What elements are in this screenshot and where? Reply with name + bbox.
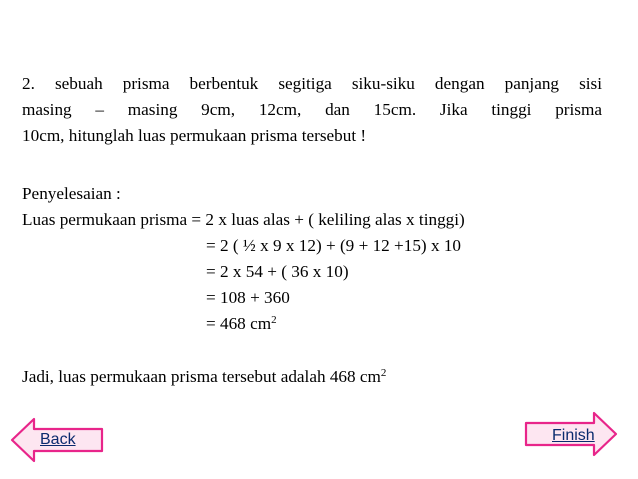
conclusion <box>22 364 386 390</box>
problem-line: 10cm, hitunglah luas permukaan prisma tersebut ! <box>22 126 367 145</box>
finish-button-label: Finish <box>552 427 595 444</box>
conclusion-text: Jadi, luas permukaan prisma tersebut adalah 468 cm <box>22 367 381 386</box>
problem-line: 2. sebuah prisma berbentuk segitiga siku-siku dengan panjang sisi <box>22 74 602 93</box>
problem-statement <box>22 71 602 149</box>
solution-step: = 2 x 54 + ( 36 x 10) <box>206 262 349 281</box>
solution-formula: Luas permukaan prisma = 2 x luas alas + ( keliling alas x tinggi) <box>22 210 465 229</box>
back-button[interactable] <box>10 417 104 463</box>
problem-line: masing – masing 9cm, 12cm, dan 15cm. Jika tinggi prisma <box>22 100 602 119</box>
solution-step: = 2 ( ½ x 9 x 12) + (9 + 12 +15) x 10 <box>206 236 462 255</box>
solution-result-exponent: 2 <box>271 314 277 326</box>
solution-heading: Penyelesaian : <box>22 184 121 203</box>
solution-result-value: = 468 cm <box>206 314 272 333</box>
conclusion-exponent: 2 <box>380 367 387 379</box>
solution-result <box>22 311 465 337</box>
finish-button[interactable] <box>524 411 618 457</box>
solution-block <box>22 181 465 337</box>
solution-step: = 108 + 360 <box>206 288 290 307</box>
back-button-label: Back <box>40 431 76 448</box>
